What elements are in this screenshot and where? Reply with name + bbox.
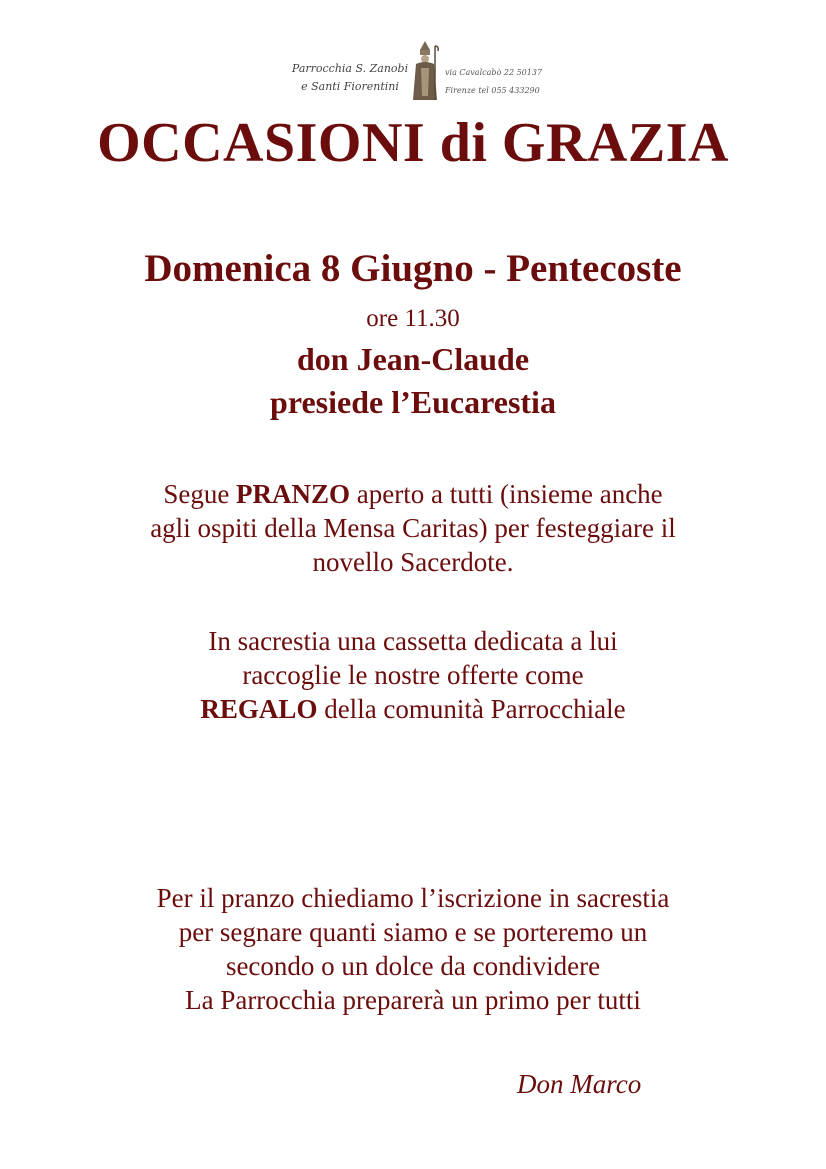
lunch-line1 — [60, 477, 766, 511]
celebrant — [0, 338, 826, 424]
registration-line3: secondo o un dolce da condividere — [225, 951, 601, 981]
lunch-line1-rest: aperto a tutti (insieme anche — [350, 479, 663, 509]
page-title: OCCASIONI di GRAZIA — [97, 112, 729, 174]
offering-highlight: REGALO — [200, 694, 318, 724]
parish-letterhead — [0, 38, 826, 108]
lunch-line3: novello Sacerdote. — [312, 547, 514, 577]
offering-line1: In sacrestia una cassetta dedicata a lui — [208, 626, 618, 656]
lunch-highlight: PRANZO — [236, 479, 351, 509]
parish-name-line2: e Santi Fiorentini — [301, 80, 399, 93]
offering-line3 — [60, 692, 766, 726]
parish-address-line2: Firenze tel 055 433290 — [445, 86, 540, 95]
registration-line1: Per il pranzo chiediamo l’iscrizione in sacrestia — [156, 883, 670, 913]
parish-name — [290, 60, 410, 96]
offering-paragraph — [60, 624, 766, 726]
signature: Don Marco — [517, 1069, 642, 1099]
offering-line3-rest: della comunità Parrocchiale — [317, 694, 626, 724]
bishop-saint-icon — [410, 40, 440, 102]
lunch-prefix: Segue — [163, 479, 237, 509]
celebrant-name: don Jean-Claude — [296, 341, 530, 377]
parish-address-line1: via Cavalcabò 22 50137 — [445, 68, 543, 77]
celebrant-role: presiede l’Eucarestia — [270, 384, 556, 420]
lunch-line2: agli ospiti della Mensa Caritas) per festeggiare il — [150, 513, 676, 543]
parish-name-line1: Parrocchia S. Zanobi — [291, 62, 409, 75]
registration-line4: La Parrocchia preparerà un primo per tutti — [185, 985, 641, 1015]
lunch-paragraph — [60, 477, 766, 579]
offering-line2: raccoglie le nostre offerte come — [242, 660, 584, 690]
event-title: Domenica 8 Giugno - Pentecoste — [144, 247, 682, 290]
parish-address — [445, 64, 555, 100]
registration-line2: per segnare quanti siamo e se porteremo un — [178, 917, 648, 947]
event-time: ore 11.30 — [366, 305, 460, 332]
registration-paragraph — [60, 881, 766, 1017]
